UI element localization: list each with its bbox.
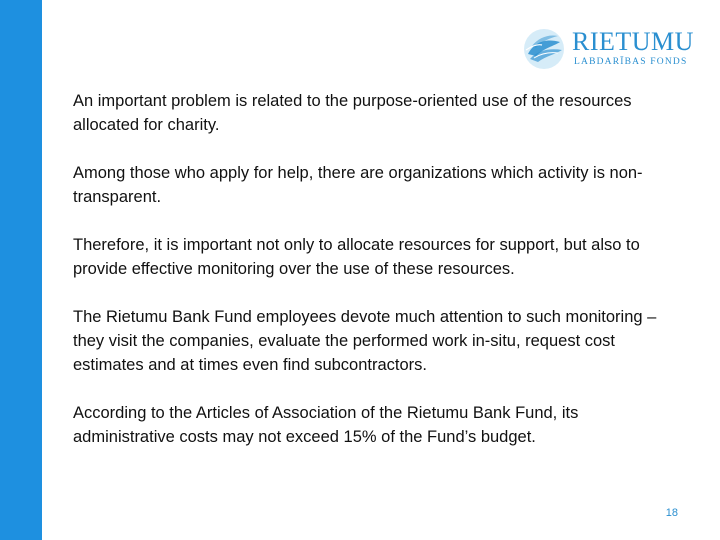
- left-accent-bar: [0, 0, 42, 540]
- slide-body: [73, 89, 673, 473]
- page-number: 18: [665, 507, 678, 519]
- paragraph-monitoring: Therefore, it is important not only to allocate resources for support, but also to provide effective monitoring over the use of these resources.: [73, 236, 640, 278]
- logo-emblem-icon: [520, 26, 570, 72]
- paragraph-admin-costs: According to the Articles of Association of the Rietumu Bank Fund, its administrative costs may not exceed 15% of the Fund’s budget.: [73, 404, 579, 446]
- paragraph-purpose: An important problem is related to the purpose-oriented use of the resources allocated for charity.: [73, 92, 632, 134]
- rietumu-logo: [520, 26, 700, 72]
- paragraph-applicants: Among those who apply for help, there are organizations which activity is non-transparent.: [73, 164, 643, 206]
- logo-name: RIETUMU: [572, 27, 694, 56]
- paragraph-employees: The Rietumu Bank Fund employees devote much attention to such monitoring – they visit the companies, evaluate the performed work in-situ, request cost estimates and at times even find subcontractors.: [73, 308, 657, 374]
- logo-subtitle: LABDARĪBAS FONDS: [574, 57, 688, 67]
